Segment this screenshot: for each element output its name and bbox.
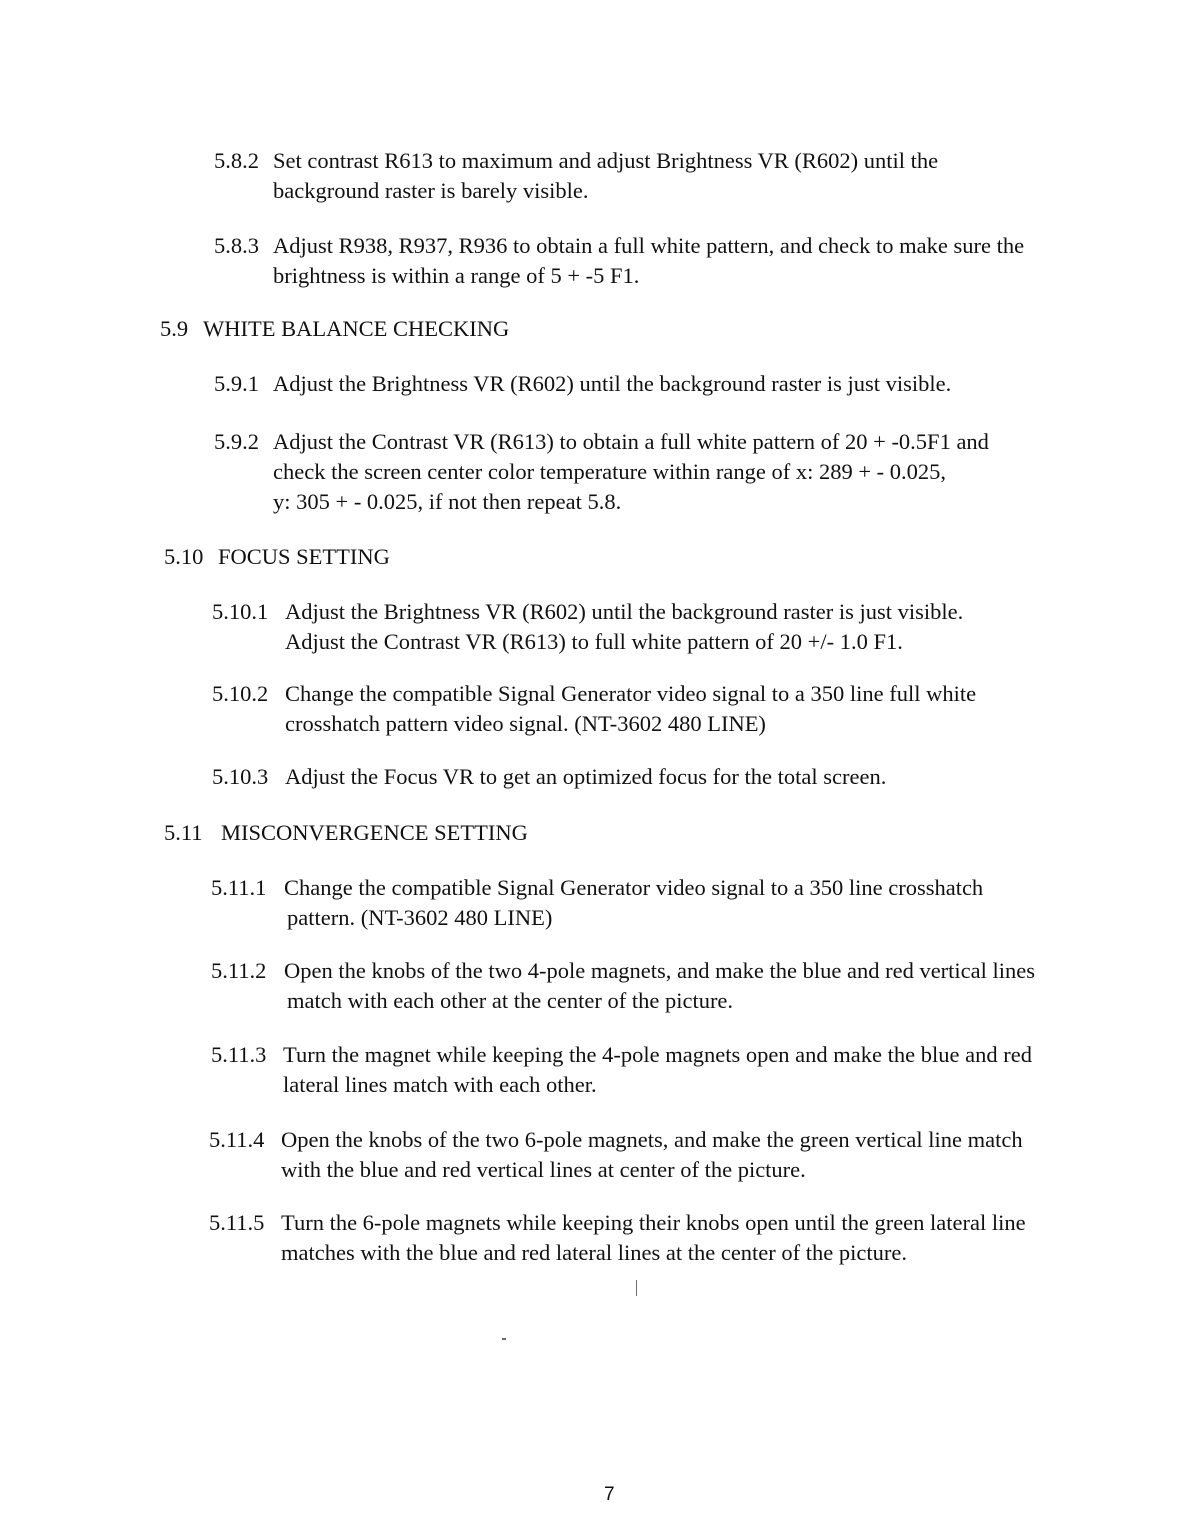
step-number: 5.11.5 (209, 1210, 265, 1235)
step-text-line: y: 305 + - 0.025, if not then repeat 5.8. (273, 489, 622, 514)
step-text-line: Set contrast R613 to maximum and adjust Brightness VR (R602) until the (273, 148, 939, 173)
step-text-line: Open the knobs of the two 4-pole magnets, and make the blue and red vertical lines (284, 958, 1036, 983)
step-number: 5.10.1 (212, 599, 269, 624)
step-text-line: Open the knobs of the two 6-pole magnets, and make the green vertical line match (281, 1127, 1023, 1152)
step-text (273, 146, 938, 206)
scan-mark (502, 1338, 506, 1340)
step-text-line: match with each other at the center of the picture. (287, 988, 734, 1013)
step-text-line: Change the compatible Signal Generator video signal to a 350 line full white (285, 681, 977, 706)
step-number: 5.9.1 (214, 371, 259, 396)
step-text (273, 231, 1024, 291)
step-text (281, 1208, 1026, 1268)
step-number: 5.11.4 (209, 1127, 265, 1152)
step-number: 5.11.2 (211, 958, 267, 983)
step-number: 5.8.2 (214, 148, 259, 173)
step-number: 5.10.3 (212, 764, 269, 789)
step-text (284, 956, 1035, 1016)
step-text (284, 873, 983, 933)
step-text-line: Turn the 6-pole magnets while keeping their knobs open until the green lateral line (281, 1210, 1026, 1235)
section-number: 5.9 (160, 316, 189, 341)
step-text (285, 762, 886, 792)
section-title: MISCONVERGENCE SETTING (221, 820, 528, 845)
step-text (285, 597, 963, 657)
section-number: 5.11 (164, 820, 203, 845)
step-text-line: brightness is within a range of 5 + -5 F1. (273, 263, 640, 288)
step-text-line: Adjust the Brightness VR (R602) until the background raster is just visible. (285, 599, 964, 624)
step-text-line: lateral lines match with each other. (283, 1072, 597, 1097)
step-number: 5.11.3 (211, 1042, 267, 1067)
step-text (281, 1125, 1023, 1185)
step-text-line: crosshatch pattern video signal. (NT-3602 480 LINE) (285, 711, 766, 736)
scan-mark (636, 1280, 637, 1296)
step-text-line: Adjust the Brightness VR (R602) until the background raster is just visible. (273, 371, 952, 396)
step-number: 5.11.1 (211, 875, 267, 900)
step-text-line: Turn the magnet while keeping the 4-pole magnets open and make the blue and red (283, 1042, 1032, 1067)
step-text-line: with the blue and red vertical lines at center of the picture. (281, 1157, 806, 1182)
step-number: 5.8.3 (214, 233, 259, 258)
step-text (285, 679, 976, 739)
step-text (273, 427, 989, 517)
step-text-line: pattern. (NT-3602 480 LINE) (287, 905, 553, 930)
step-text-line: Adjust R938, R937, R936 to obtain a full white pattern, and check to make sure the (273, 233, 1025, 258)
step-text-line: Change the compatible Signal Generator video signal to a 350 line crosshatch (284, 875, 984, 900)
step-text-line: Adjust the Contrast VR (R613) to full white pattern of 20 +/- 1.0 F1. (285, 629, 903, 654)
page-number: 7 (604, 1484, 615, 1505)
step-text-line: background raster is barely visible. (273, 178, 589, 203)
section-title: WHITE BALANCE CHECKING (203, 316, 510, 341)
step-text-line: check the screen center color temperature within range of x: 289 + - 0.025, (273, 459, 947, 484)
step-text (283, 1040, 1032, 1100)
section-title: FOCUS SETTING (218, 544, 390, 569)
step-text-line: Adjust the Focus VR to get an optimized focus for the total screen. (285, 764, 887, 789)
step-number: 5.10.2 (212, 681, 269, 706)
step-text-line: Adjust the Contrast VR (R613) to obtain a full white pattern of 20 + -0.5F1 and (273, 429, 989, 454)
step-text (273, 369, 951, 399)
section-number: 5.10 (164, 544, 204, 569)
step-number: 5.9.2 (214, 429, 259, 454)
step-text-line: matches with the blue and red lateral lines at the center of the picture. (281, 1240, 907, 1265)
